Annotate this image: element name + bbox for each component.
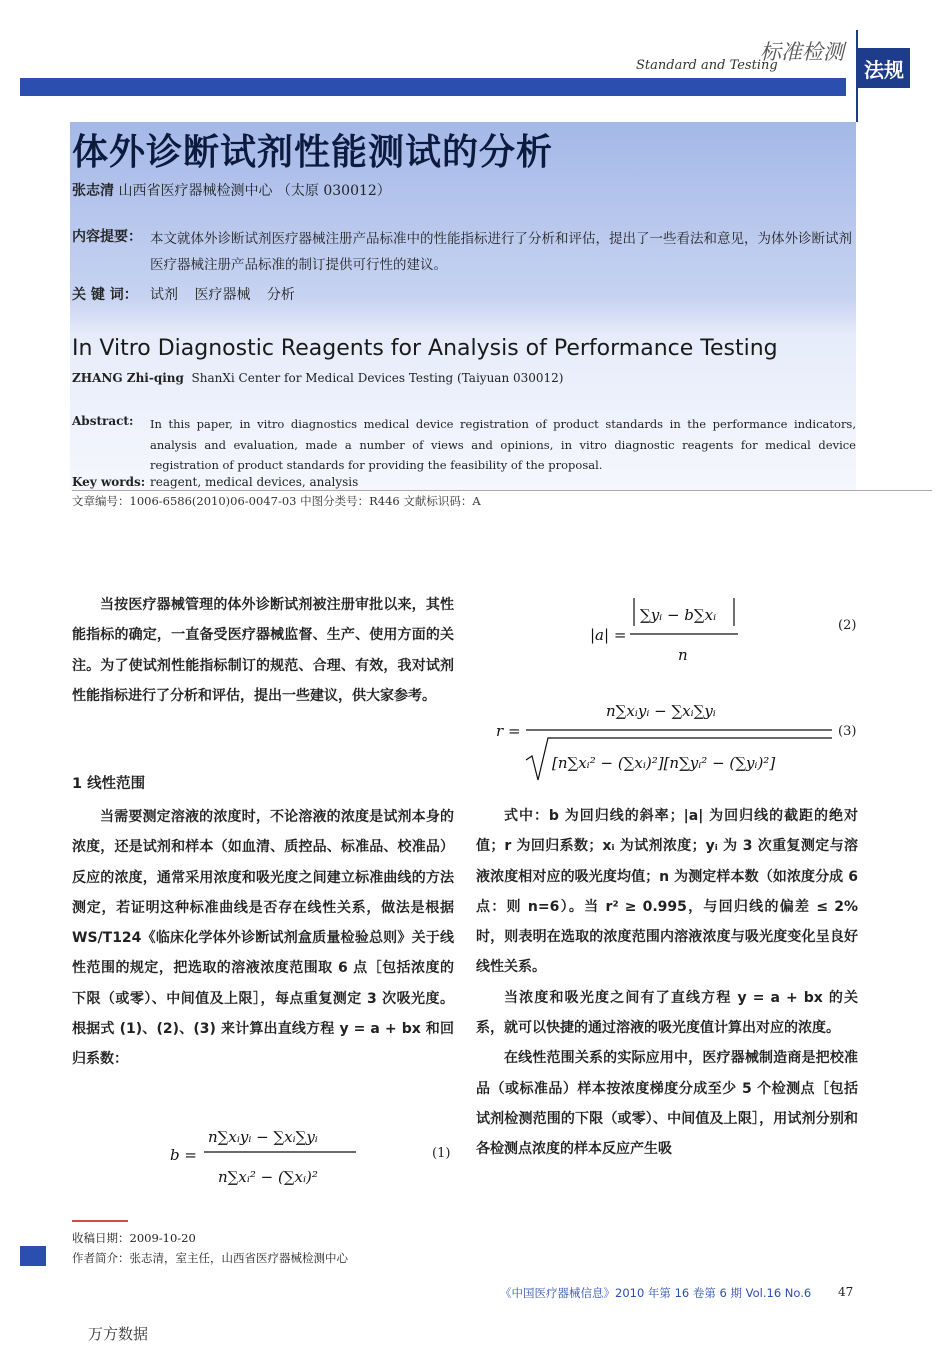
abstract-label-cn: 内容提要：	[72, 229, 142, 245]
abstract-label-en: Abstract:	[72, 414, 134, 428]
section-name-cn: 标准检测	[760, 40, 844, 64]
intro-paragraph: 当按医疗器械管理的体外诊断试剂被注册审批以来，其性能指标的确定，一直备受医疗器械监督、生产、使用方面的关注。为了使试剂性能指标制订的规范、合理、有效，我对试剂性能指标进行了分析和评估，提出一些建议，供大家参考。	[72, 597, 454, 704]
paper-title-en: In Vitro Diagnostic Reagents for Analysis of Performance Testing	[72, 336, 778, 361]
right-paragraph-3: 在线性范围关系的实际应用中，医疗器械制造商是把校准品（或标准品）样本按浓度梯度分成至少 5 个检测点［包括试剂检测范围的下限（或零）、中间值及上限］，用试剂分别和各检测点浓度的样本反应产生吸	[476, 1050, 858, 1158]
footnote-rule	[72, 1220, 128, 1222]
svg-text:[n∑xᵢ² − (∑xᵢ)²][n∑yᵢ² − (∑yᵢ): [n∑xᵢ² − (∑xᵢ)²][n∑yᵢ² − (∑yᵢ)²]	[552, 754, 776, 772]
svg-text:∑yᵢ − b∑xᵢ: ∑yᵢ − b∑xᵢ	[640, 606, 717, 624]
author-affiliation-cn: 山西省医疗器械检测中心 （太原 030012）	[118, 183, 391, 199]
equation-3	[496, 686, 836, 788]
svg-text:r =: r =	[496, 722, 521, 740]
keywords-label-en: Key words:	[72, 475, 146, 489]
footer-marker	[20, 1246, 46, 1266]
abstract-text-cn: 本文就体外诊断试剂医疗器械注册产品标准中的性能指标进行了分析和评估，提出了一些看法和意见，为体外诊断试剂医疗器械注册产品标准的制订提供可行性的建议。	[150, 231, 852, 273]
watermark: 万方数据	[88, 1325, 149, 1343]
svg-text:n∑xᵢ² − (∑xᵢ)²: n∑xᵢ² − (∑xᵢ)²	[218, 1168, 318, 1186]
article-info-rule	[72, 490, 932, 491]
equation-3-label: (3)	[838, 724, 857, 739]
svg-text:n: n	[678, 646, 688, 664]
footnote-author: 作者简介：张志清，室主任，山西省医疗器械检测中心	[72, 1251, 348, 1265]
equation-1	[170, 1108, 370, 1200]
paper-title-cn: 体外诊断试剂性能测试的分析	[72, 132, 554, 173]
author-affiliation-en: ShanXi Center for Medical Devices Testing (Taiyuan 030012)	[191, 371, 564, 385]
right-column-text	[476, 801, 858, 1165]
page-number: 47	[838, 1285, 854, 1299]
section1-paragraph: 当需要测定溶液的浓度时，不论溶液的浓度是试剂本身的浓度，还是试剂和样本（如血清、质控品、标准品、校准品）反应的浓度，通常采用浓度和吸光度之间建立标准曲线的方法测定，若证明这种标准曲线是否存在线性关系，做法是根据 WS/T124《临床化学体外诊断试剂盒质量检验总则》关于线性范围的规定，把选取的溶液浓度范围取 6 点［包括浓度的下限（或零）、中间值及上限］，每点重复测定 3 次吸光度。根据式 (1)、(2)、(3) 来计算出直线方程 y = a + bx 和回归系数：	[72, 809, 454, 1068]
article-info: 文章编号：1006-6586(2010)06-0047-03 中图分类号：R446 文献标识码：A	[72, 494, 481, 508]
category-tab: 法规	[858, 48, 910, 88]
footnote-received: 收稿日期：2009-10-20	[72, 1231, 196, 1245]
author-name-cn: 张志清	[72, 183, 114, 199]
author-name-en: ZHANG Zhi-qing	[72, 371, 184, 385]
right-paragraph-1: 式中：b 为回归线的斜率；|a| 为回归线的截距的绝对值；r 为回归系数；xᵢ 为试剂浓度；yᵢ 为 3 次重复测定与溶液浓度相对应的吸光度均值；n 为测定样本数（如浓度分成 6 点：则 n=6）。当 r² ≥ 0.995，与回归线的偏差 ≤ 2% 时，则表明在选取的浓度范围内溶液浓度与吸光度变化呈良好线性关系。	[476, 808, 858, 976]
svg-text:|a| =: |a| =	[590, 626, 627, 644]
keywords-en: reagent, medical devices, analysis	[150, 475, 359, 489]
keywords-label-cn: 关 键 词：	[72, 287, 138, 303]
header-bar	[20, 78, 846, 96]
svg-text:n∑xᵢyᵢ − ∑xᵢ∑yᵢ: n∑xᵢyᵢ − ∑xᵢ∑yᵢ	[208, 1128, 318, 1146]
right-paragraph-2: 当浓度和吸光度之间有了直线方程 y = a + bx 的关系，就可以快捷的通过溶液的吸光度值计算出对应的浓度。	[476, 989, 858, 1037]
equation-2-label: (2)	[838, 618, 857, 633]
journal-citation: 《中国医疗器械信息》2010 年第 16 卷第 6 期 Vol.16 No.6	[500, 1286, 812, 1300]
author-line-en	[72, 371, 564, 385]
section-name-en: Standard and Testing	[636, 58, 778, 73]
svg-text:n∑xᵢyᵢ − ∑xᵢ∑yᵢ: n∑xᵢyᵢ − ∑xᵢ∑yᵢ	[606, 702, 716, 720]
abstract-text-en: In this paper, in vitro diagnostics medical device registration of product standards in the performance indicators, analysis and evaluation, made a number of views and opinions, in vitro diagnostic reagents for medical device registration of product standards for providing the feasibility of the proposal.	[150, 417, 856, 472]
section-heading: 1 线性范围	[72, 776, 146, 792]
equation-1-label: (1)	[432, 1146, 451, 1161]
equation-2	[590, 592, 750, 670]
keywords-cn: 试剂 医疗器械 分析	[150, 287, 295, 303]
svg-text:b =: b =	[170, 1146, 197, 1164]
author-line-cn	[72, 180, 391, 200]
